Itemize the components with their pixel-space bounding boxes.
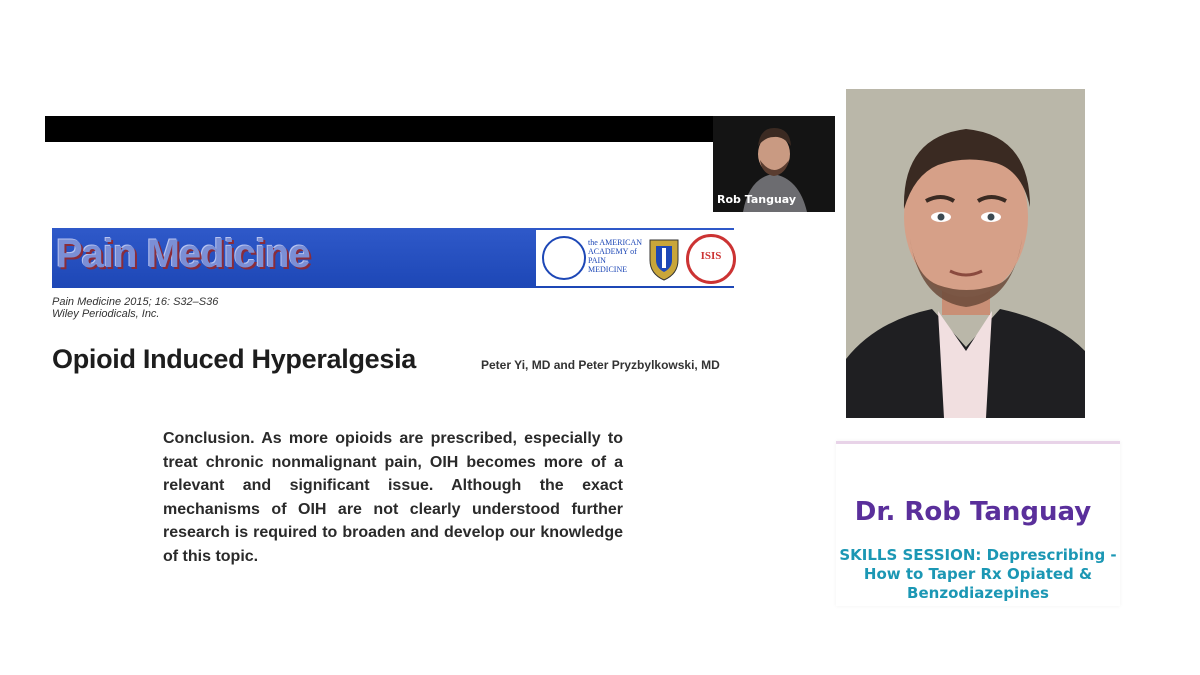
article-title: Opioid Induced Hyperalgesia (52, 344, 416, 374)
isis-seal-icon (686, 234, 736, 284)
session-title-line-1: SKILLS SESSION: Deprescribing - (839, 546, 1117, 564)
speaker-info-card (836, 441, 1120, 606)
citation-line-2: Wiley Periodicals, Inc. (52, 308, 160, 320)
article-abstract: Conclusion. As more opioids are prescribed, especially to treat chronic nonmalignant pain, OIH becomes more of a relevant and significant issue. Although the exact mechanisms of OIH are not clearly understood further research is required to broaden and develop our knowledge of this topic. (163, 430, 623, 565)
shared-screen-top-bar (45, 116, 713, 142)
journal-banner (52, 228, 734, 288)
journal-title: Pain Medicine (56, 232, 310, 276)
session-title-line-3: Benzodiazepines (907, 584, 1049, 602)
citation (52, 296, 218, 320)
speaker-name: Dr. Rob Tanguay (854, 497, 1092, 527)
session-title-line-2: How to Taper Rx Opiated & (863, 565, 1093, 583)
society-logos (536, 230, 734, 286)
aapm-emblem-icon (542, 236, 586, 280)
card-accent-line (836, 441, 1120, 444)
aapm-logo-text: the AMERICAN ACADEMY of PAIN MEDICINE (588, 238, 642, 274)
session-title (836, 546, 1120, 603)
participant-name-label: Rob Tanguay (717, 193, 797, 206)
article-authors: Peter Yi, MD and Peter Pryzbylkowski, MD (481, 358, 720, 372)
isis-seal-text: ISIS (700, 250, 722, 262)
speaker-photo-image (846, 89, 1085, 418)
speaker-photo (846, 89, 1085, 418)
participant-video-tile[interactable] (713, 116, 835, 212)
citation-line-1: Pain Medicine 2015; 16: S32–S36 (52, 296, 219, 308)
crest-icon (646, 234, 682, 282)
